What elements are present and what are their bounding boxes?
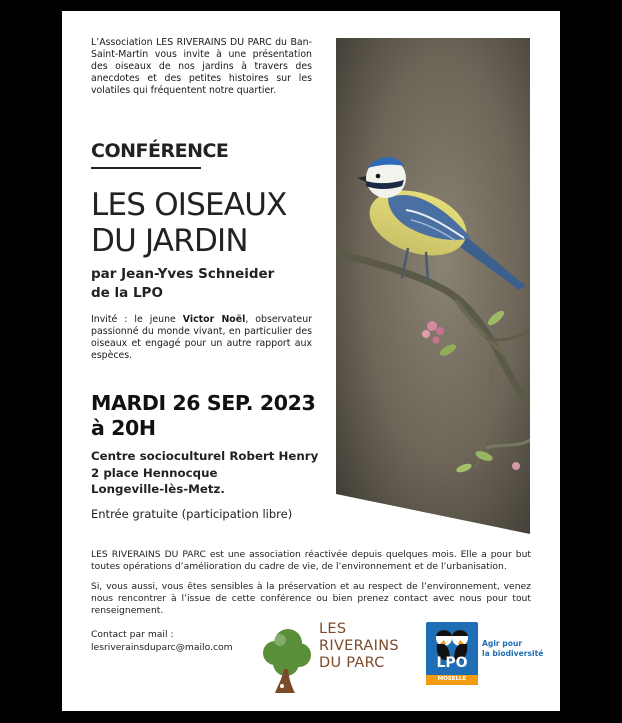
event-date: [91, 391, 315, 441]
lpo-logo-text: LPO: [436, 655, 468, 671]
contact-email[interactable]: lesriverainsduparc@mailo.com: [91, 642, 233, 653]
guest-prefix: Invité : le jeune: [91, 314, 183, 325]
riverains-line1: LES: [319, 621, 347, 637]
riverains-logo-text: [319, 621, 399, 672]
event-date-line1: MARDI 26 SEP. 2023: [91, 391, 316, 415]
intro-paragraph: L’Association LES RIVERAINS DU PARC du Ban-Saint-Martin vous invite à une présentation des oiseaux de nos jardins à travers des anecdotes et des petites histoires sur les volatiles qui fréquentent notre quartier.: [91, 37, 312, 96]
event-title-line1: LES OISEAUX: [91, 187, 287, 223]
lpo-tagline: [482, 639, 543, 659]
guest-name: Victor Noël: [182, 314, 246, 325]
bird-photo: [336, 38, 530, 534]
lpo-tag-line1: Agir pour: [482, 639, 523, 648]
event-time: à 20H: [91, 416, 156, 440]
guest-description: , observateur passionné du monde vivant, en particulier des oiseaux et engagé pour un autre rapport aux espèces.: [91, 314, 312, 361]
flyer-page: [62, 11, 560, 711]
speaker-prefix: par: [91, 266, 122, 282]
riverains-line2: RIVERAINS: [319, 638, 399, 654]
speaker-name: Jean-Yves Schneider: [121, 266, 275, 282]
lpo-tag-line2: la biodiversité: [482, 649, 544, 658]
event-type-underline: [91, 167, 201, 169]
event-type-label: CONFÉRENCE: [91, 140, 229, 162]
venue-street: 2 place Hennocque: [91, 465, 218, 480]
contact-label: Contact par mail :: [91, 629, 174, 640]
about-paragraph-1: LES RIVERAINS DU PARC est une association réactivée depuis quelques mois. Elle a pour but toutes opérations d’amélioration du cadre de vie, de l’environnement et de l’urbanisation.: [91, 549, 531, 573]
entry-info: Entrée gratuite (participation libre): [91, 507, 293, 521]
riverains-line3: DU PARC: [319, 655, 385, 671]
guest-paragraph: [91, 314, 312, 362]
event-title-line2: DU JARDIN: [91, 223, 248, 259]
riverains-tree-logo-icon: [258, 623, 316, 695]
event-title: [91, 187, 331, 259]
about-paragraph-2: Si, vous aussi, vous êtes sensibles à la préservation et au respect de l’environnement, venez nous rencontrer à l’issue de cette conférence ou bien prenez contact avec nous pour tout renseignement.: [91, 581, 531, 617]
lpo-region: MOSELLE: [437, 676, 467, 682]
speaker-org: de la LPO: [91, 285, 163, 301]
speaker-line: [91, 265, 274, 284]
venue-name: Centre socioculturel Robert Henry: [91, 449, 319, 463]
contact-block: [91, 628, 233, 654]
venue-city: Longeville-lès-Metz.: [91, 482, 225, 496]
event-venue: [91, 448, 318, 498]
